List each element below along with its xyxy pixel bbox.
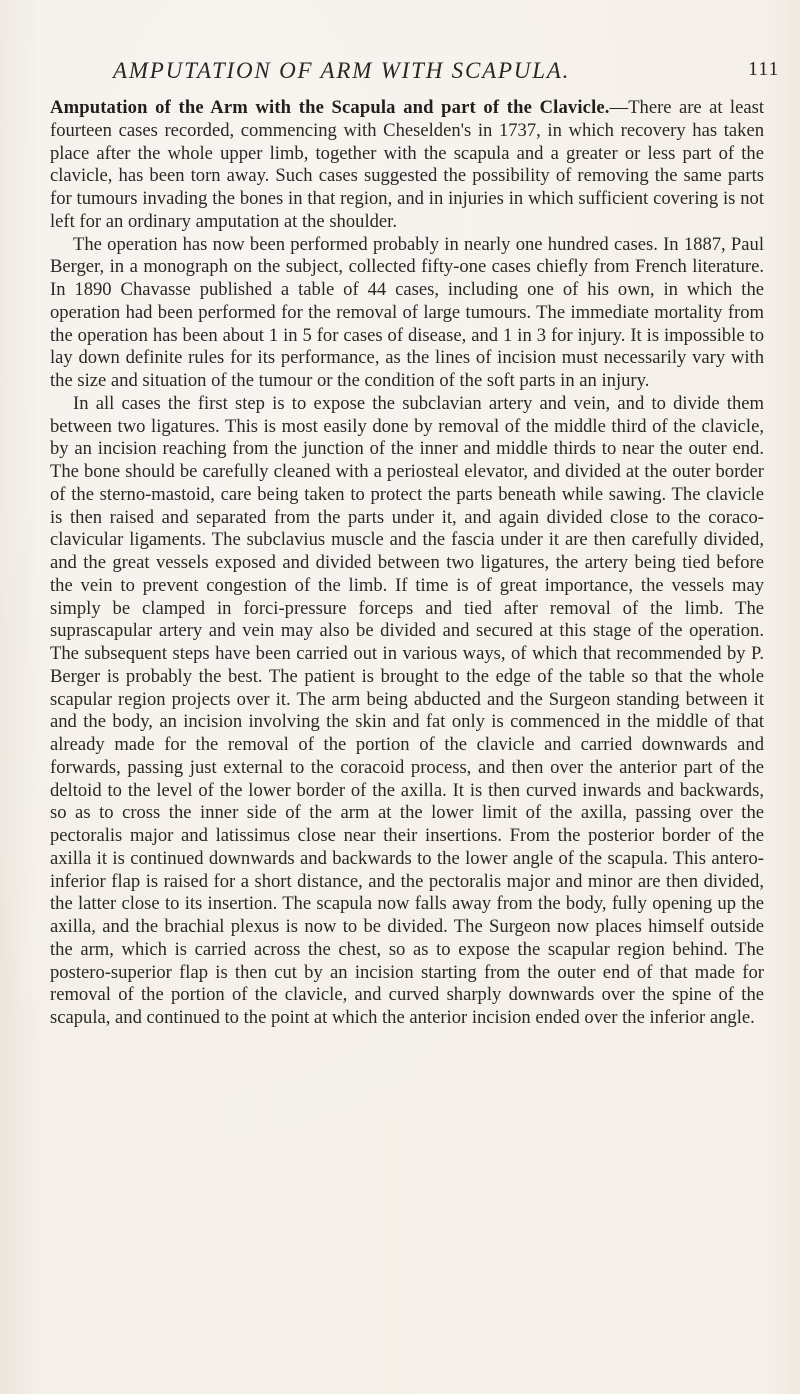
section-body <box>50 97 764 1030</box>
paragraph-2: The operation has now been performed probably in nearly one hundred cases. In 1887, Paul Berger, in a monograph on the subject, collected fifty-one cases chiefly from French literature. In 1890 Chavasse published a table of 44 cases, including one of his own, in which the operation had been performed for the removal of large tumours. The immediate mortality from the operation has been about 1 in 5 for cases of disease, and 1 in 3 for injury. It is impossible to lay down definite rules for its performance, as the lines of incision must necessarily vary with the size and situation of the tumour or the condition of the soft parts in an injury. <box>50 233 764 391</box>
page-number: 111 <box>748 58 780 80</box>
paragraph-1 <box>50 97 764 234</box>
running-title: AMPUTATION OF ARM WITH SCAPULA. <box>113 58 571 83</box>
paragraph-1-text: —There are at least fourteen cases recorded, commencing with Cheselden's in 1737, in which recovery has taken place after the whole upper limb, together with the scapula and a greater or less part of the clavicle, has been torn away. Such cases suggested the possibility of removing the same parts for tumours invading the bones in that region, and in injuries in which sufficient covering is not left for an ordinary amputation at the shoulder. <box>50 97 764 232</box>
section-heading: Amputation of the Arm with the Scapula and part of the Clavicle. <box>50 97 610 118</box>
paragraph-3: In all cases the first step is to expose the subclavian artery and vein, and to divide them between two ligatures. This is most easily done by removal of the middle third of the clavicle, by an incision reaching from the junction of the inner and middle thirds to near the outer end. The bone should be carefully cleaned with a periosteal elevator, and divided at the outer border of the sterno-mastoid, care being taken to protect the parts beneath while sawing. The clavicle is then raised and separated from the parts under it, and again divided close to the coraco-clavicular ligaments. The subclavius muscle and the fascia under it are then carefully divided, and the great vessels exposed and divided between two ligatures, the artery being tied before the vein to prevent congestion of the limb. If time is of great importance, the vessels may simply be clamped in forci-pressure forceps and tied after removal of the limb. The suprascapular artery and vein may also be divided and secured at this stage of the operation. The subsequent steps have been carried out in various ways, of which that recommended by P. Berger is probably the best. The patient is brought to the edge of the table so that the whole scapular region projects over it. The arm being abducted and the Surgeon standing between it and the body, an incision involving the skin and fat only is commenced in the middle of that already made for the removal of the portion of the clavicle and carried downwards and forwards, passing just external to the coracoid process, and then over the anterior part of the deltoid to the level of the lower border of the axilla. It is then curved inwards and backwards, so as to cross the inner side of the arm at the lower limit of the axilla, passing over the pectoralis major and latissimus close near their insertions. From the posterior border of the axilla it is continued downwards and backwards to the lower angle of the scapula. This antero-inferior flap is raised for a short distance, and the pectoralis major and minor are then divided, the latter close to its insertion. The scapula now falls away from the body, fully opening up the axilla, and the brachial plexus is now to be divided. The Surgeon now places himself outside the arm, which is carried across the chest, so as to expose the scapular region behind. The postero-superior flap is then cut by an incision starting from the outer end of that made for removal of the portion of the clavicle, and curved sharply downwards over the spine of the scapula, and continued to the point at which the anterior incision ended over the inferior angle. <box>50 392 764 1028</box>
page-header <box>0 58 800 88</box>
